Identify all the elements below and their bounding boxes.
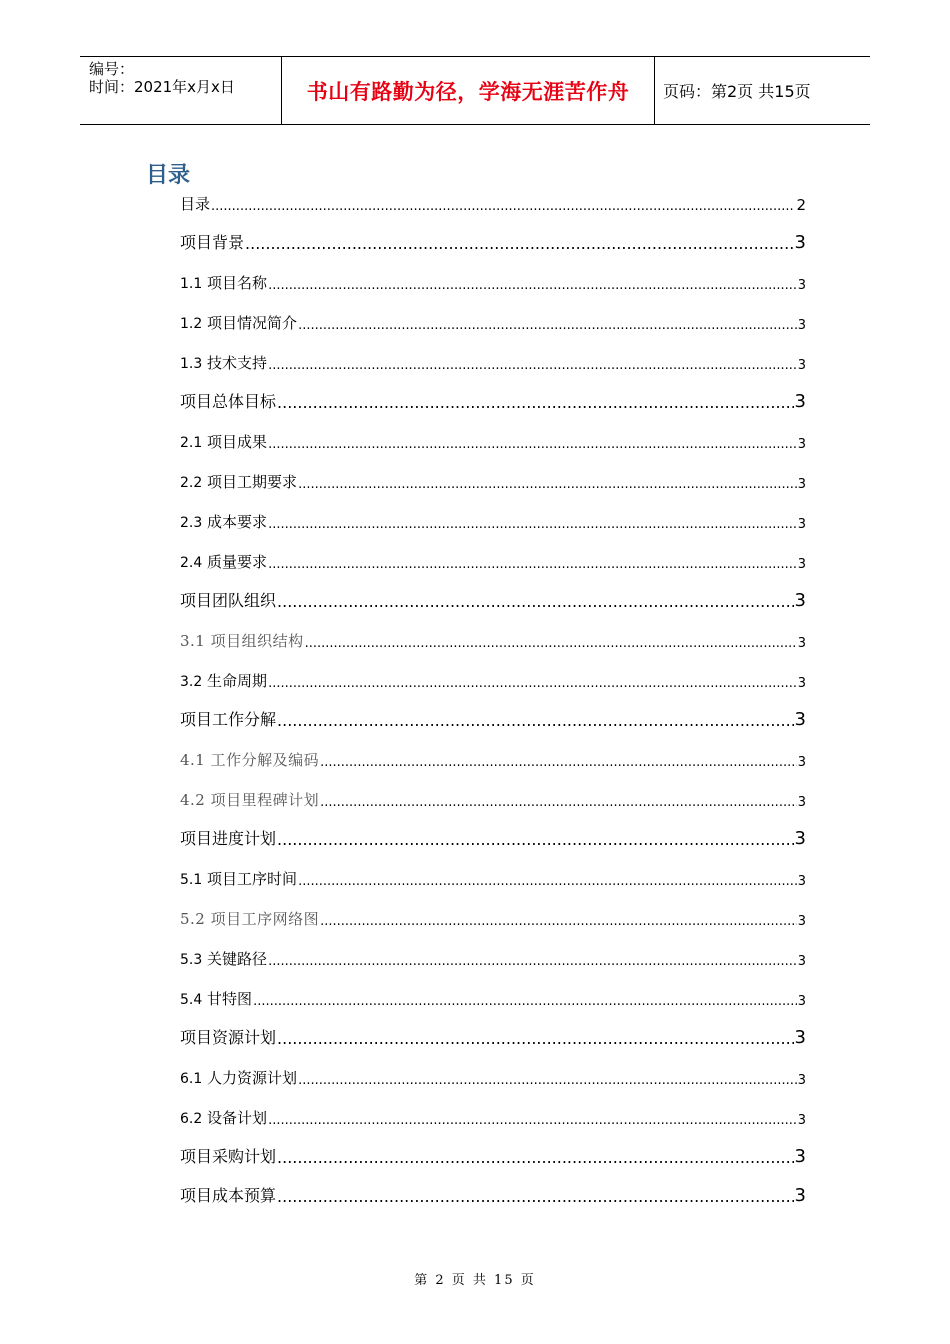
toc-entry-text: 项目名称 xyxy=(207,274,268,292)
toc-entry-text: 5.2 项目工序网络图 xyxy=(180,910,320,928)
document-time: 时间：2021年x月x日 xyxy=(89,78,235,96)
toc-leader xyxy=(298,874,797,889)
toc-entry-page: 3 xyxy=(797,1073,806,1088)
toc-leader xyxy=(298,318,797,333)
toc-entry-page: 2 xyxy=(796,196,806,214)
toc-entry-subsection[interactable] xyxy=(180,312,806,333)
toc-leader xyxy=(277,830,794,849)
toc-entry-subsection[interactable] xyxy=(180,670,806,691)
toc-leader xyxy=(268,278,797,293)
toc-entry-text: 目录 xyxy=(180,195,211,213)
toc-entry-subsection[interactable] xyxy=(180,908,806,929)
toc-leader xyxy=(320,795,797,810)
toc-entry-section[interactable] xyxy=(180,588,806,611)
toc-entry-section[interactable] xyxy=(180,707,806,730)
toc-entry-text: 项目资源计划 xyxy=(180,1028,277,1047)
toc-entry-section[interactable] xyxy=(180,389,806,412)
toc-entry-number: 5.4 xyxy=(180,992,203,1008)
toc-entry-text: 项目进度计划 xyxy=(180,829,277,848)
toc-entry-text: 设备计划 xyxy=(207,1109,268,1127)
toc-entry-page: 3 xyxy=(797,477,806,492)
toc-leader xyxy=(320,914,797,929)
toc-entry-page: 3 xyxy=(797,954,806,969)
toc-entry-page: 3 xyxy=(797,318,806,333)
toc-entry-text: 项目工序时间 xyxy=(207,870,298,888)
toc-entry-page: 3 xyxy=(797,1113,806,1128)
toc-entry-page: 3 xyxy=(794,1146,806,1167)
page-header xyxy=(80,56,870,125)
toc-leader xyxy=(268,517,797,532)
toc-entry-page: 3 xyxy=(794,709,806,730)
toc-entry-section[interactable] xyxy=(180,826,806,849)
toc-entry-section[interactable] xyxy=(180,1025,806,1048)
toc-leader xyxy=(298,477,797,492)
toc-entry-section[interactable] xyxy=(180,230,806,253)
toc-entry-text: 项目情况简介 xyxy=(207,314,298,332)
toc-entry-subsection[interactable] xyxy=(180,511,806,532)
toc-entry-subsection[interactable] xyxy=(180,1107,806,1128)
toc-entry-text: 项目总体目标 xyxy=(180,392,277,411)
toc-entry-page: 3 xyxy=(794,1027,806,1048)
toc-leader xyxy=(268,557,797,572)
toc-leader xyxy=(277,592,794,611)
toc-leader xyxy=(277,393,794,412)
header-motto: 书山有路勤为径，学海无涯苦作舟 xyxy=(306,79,630,104)
toc-leader xyxy=(277,711,794,730)
toc-entry-page: 3 xyxy=(794,590,806,611)
document-number-label: 编号： xyxy=(89,60,135,78)
header-page-info: 页码：第2页 共15页 xyxy=(663,82,811,101)
toc-entry-page: 3 xyxy=(797,358,806,373)
toc-entry-section[interactable] xyxy=(180,1144,806,1167)
toc-entry-page: 3 xyxy=(797,278,806,293)
toc-leader xyxy=(277,1148,794,1167)
toc-entry-text: 4.2 项目里程碑计划 xyxy=(180,791,320,809)
toc-entry-text: 项目背景 xyxy=(180,233,245,252)
toc-entry-number: 2.2 xyxy=(180,475,203,491)
toc-entry-number: 3.2 xyxy=(180,674,203,690)
toc-entry-text: 质量要求 xyxy=(207,553,268,571)
toc-entry-number: 1.3 xyxy=(180,356,203,372)
toc-entry-number: 6.2 xyxy=(180,1111,203,1127)
toc-entry-number: 2.4 xyxy=(180,555,203,571)
toc-entry-page: 3 xyxy=(794,1185,806,1206)
toc-entry-number: 5.1 xyxy=(180,872,203,888)
toc-entry-toc[interactable] xyxy=(180,193,806,214)
toc-entry-text: 项目工期要求 xyxy=(207,473,298,491)
toc-entry-subsection[interactable] xyxy=(180,868,806,889)
toc-entry-text: 技术支持 xyxy=(207,354,268,372)
toc-entry-page: 3 xyxy=(794,828,806,849)
toc-entry-subsection[interactable] xyxy=(180,948,806,969)
toc-entry-number: 1.2 xyxy=(180,316,203,332)
toc-entry-section[interactable] xyxy=(180,1183,806,1206)
toc-entry-page: 3 xyxy=(797,557,806,572)
toc-entry-number: 5.3 xyxy=(180,952,203,968)
toc-entry-text: 项目成本预算 xyxy=(180,1186,277,1205)
toc-entry-number: 2.1 xyxy=(180,435,203,451)
toc-leader xyxy=(320,755,797,770)
toc-leader xyxy=(268,437,797,452)
toc-entry-text: 人力资源计划 xyxy=(207,1069,298,1087)
toc-entry-subsection[interactable] xyxy=(180,352,806,373)
toc-leader xyxy=(268,358,797,373)
header-meta xyxy=(80,57,281,124)
toc-entry-number: 6.1 xyxy=(180,1071,203,1087)
header-page-info-cell xyxy=(655,57,870,124)
toc-entry-page: 3 xyxy=(794,232,806,253)
toc-leader xyxy=(253,994,797,1009)
toc-entry-text: 成本要求 xyxy=(207,513,268,531)
toc-leader xyxy=(245,234,794,253)
toc-entry-page: 3 xyxy=(797,994,806,1009)
toc-entry-text: 生命周期 xyxy=(207,672,268,690)
toc-entry-text: 项目成果 xyxy=(207,433,268,451)
page-footer: 第 2 页 共 15 页 xyxy=(414,1273,536,1288)
toc-entry-subsection[interactable] xyxy=(180,630,806,651)
toc-entry-number: 1.1 xyxy=(180,276,203,292)
header-motto-cell xyxy=(281,57,655,124)
toc-entry-page: 3 xyxy=(797,517,806,532)
toc-entry-subsection[interactable] xyxy=(180,551,806,572)
toc-entry-text: 项目工作分解 xyxy=(180,710,277,729)
toc-entry-subsection[interactable] xyxy=(180,471,806,492)
toc-entry-page: 3 xyxy=(794,391,806,412)
toc-leader xyxy=(277,1029,794,1048)
toc-leader xyxy=(268,1113,797,1128)
toc-heading: 目录 xyxy=(146,163,191,188)
toc-leader xyxy=(268,954,797,969)
toc-entry-page: 3 xyxy=(797,437,806,452)
toc-leader xyxy=(268,676,797,691)
toc-entry-page: 3 xyxy=(797,755,806,770)
toc-leader xyxy=(211,199,795,214)
toc-entry-text: 3.1 项目组织结构 xyxy=(180,632,304,650)
toc-entry-text: 项目采购计划 xyxy=(180,1147,277,1166)
toc-entry-subsection[interactable] xyxy=(180,749,806,770)
toc-entry-subsection[interactable] xyxy=(180,789,806,810)
toc-leader xyxy=(277,1187,794,1206)
toc-leader xyxy=(298,1073,797,1088)
toc-entry-text: 4.1 工作分解及编码 xyxy=(180,751,320,769)
toc-leader xyxy=(305,636,797,651)
toc-entry-subsection[interactable] xyxy=(180,431,806,452)
toc-entry-text: 项目团队组织 xyxy=(180,591,277,610)
toc-entry-subsection[interactable] xyxy=(180,272,806,293)
toc-entry-subsection[interactable] xyxy=(180,1067,806,1088)
toc-entry-page: 3 xyxy=(797,636,806,651)
toc-entry-page: 3 xyxy=(797,795,806,810)
toc-entry-text: 关键路径 xyxy=(207,950,268,968)
toc-entry-subsection[interactable] xyxy=(180,988,806,1009)
toc-entry-page: 3 xyxy=(797,914,806,929)
toc-entry-number: 2.3 xyxy=(180,515,203,531)
toc-entry-page: 3 xyxy=(797,676,806,691)
toc-entry-page: 3 xyxy=(797,874,806,889)
toc-entry-text: 甘特图 xyxy=(207,990,253,1008)
